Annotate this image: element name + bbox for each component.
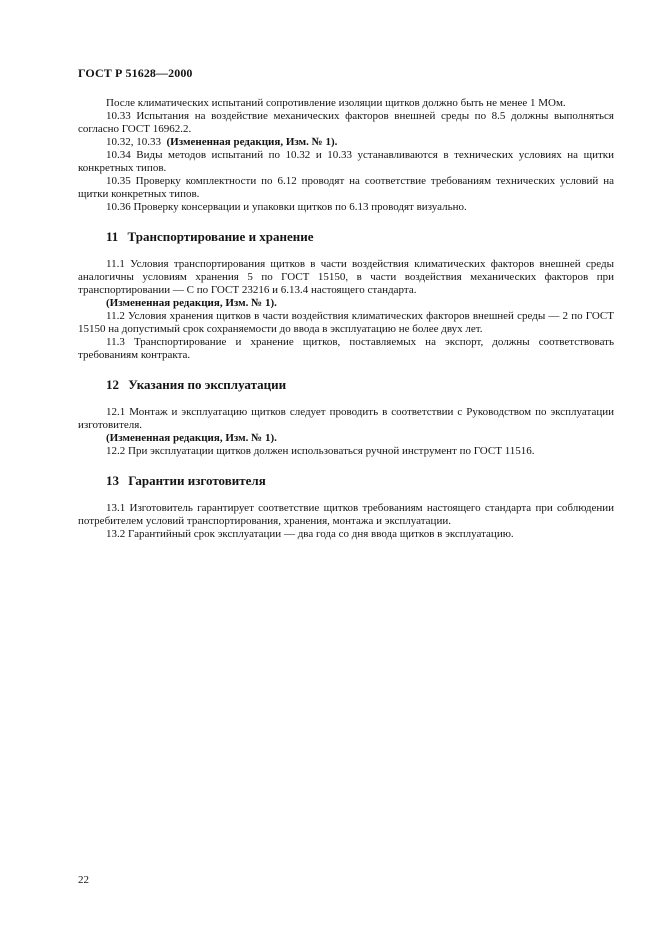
paragraph-10-34: 10.34 Виды методов испытаний по 10.32 и 10.33 устанавливаются в технических условиях на щитки конкретных типов. — [78, 149, 614, 174]
spacer — [78, 214, 614, 229]
amendment-label: (Измененная редакция, Изм. № 1). — [106, 432, 277, 444]
section-title: Гарантии изготовителя — [128, 473, 266, 488]
amendment-label: (Измененная редакция, Изм. № 1). — [166, 136, 338, 148]
spacer — [78, 245, 614, 258]
paragraph-insulation: После климатических испытаний сопротивление изоляции щитков должно быть не менее 1 МОм. — [106, 97, 566, 109]
section-heading-11 — [78, 229, 614, 245]
paragraph-10-33: 10.33 Испытания на воздействие механических факторов внешней среды по 8.5 должны выполняться согласно ГОСТ 16962.2. — [78, 110, 614, 135]
spacer — [78, 362, 614, 377]
amendment-label: (Измененная редакция, Изм. № 1). — [106, 297, 277, 309]
section-heading-12 — [78, 377, 614, 393]
paragraph-11-2: 11.2 Условия хранения щитков в части воздействия климатических факторов внешней среды — 2 по ГОСТ 15150 на допустимый срок сохраняемости до ввода в эксплуатацию не более двух лет. — [78, 310, 614, 335]
section-number: 12 — [106, 377, 119, 392]
spacer — [78, 489, 614, 502]
section-title: Транспортирование и хранение — [127, 229, 314, 244]
paragraph-11-3: 11.3 Транспортирование и хранение щитков, поставляемых на экспорт, должны соответствовать требованиям контракта. — [78, 336, 614, 361]
amendment-note-10-32 — [78, 136, 614, 149]
paragraph-12-1: 12.1 Монтаж и эксплуатацию щитков следует проводить в соответствии с Руководством по эксплуатации изготовителя. — [78, 406, 614, 431]
paragraph-10-35: 10.35 Проверку комплектности по 6.12 проводят на соответствие требованиям технических условий на щитки конкретных типов. — [78, 175, 614, 200]
paragraph-13-1: 13.1 Изготовитель гарантирует соответствие щитков требованиям настоящего стандарта при соблюдении потребителем условий транспортирования, хранения, монтажа и эксплуатации. — [78, 502, 614, 527]
section-heading-13 — [78, 473, 614, 489]
section-number: 11 — [106, 229, 119, 244]
page-number: 22 — [78, 874, 89, 886]
amendment-note-12-1 — [78, 432, 614, 445]
amendment-note-11-1 — [78, 297, 614, 310]
running-header: ГОСТ Р 51628—2000 — [78, 66, 193, 80]
paragraph-12-2: 12.2 При эксплуатации щитков должен использоваться ручной инструмент по ГОСТ 11516. — [106, 445, 535, 457]
paragraph-11-1: 11.1 Условия транспортирования щитков в части воздействия климатических факторов внешней среды аналогичны условиям хранения 5 по ГОСТ 15150, в части воздействия механических факторов при транспортировании — С по ГОСТ 23216 и 6.13.4 настоящего стандарта. — [78, 258, 614, 296]
paragraph-10-36: 10.36 Проверку консервации и упаковки щитков по 6.13 проводят визуально. — [106, 201, 467, 213]
spacer — [78, 393, 614, 406]
page-content — [78, 97, 614, 541]
amendment-ref: 10.32, 10.33 — [106, 136, 161, 148]
spacer — [78, 458, 614, 473]
paragraph-13-2: 13.2 Гарантийный срок эксплуатации — два года со дня ввода щитков в эксплуатацию. — [106, 528, 514, 540]
section-title: Указания по эксплуатации — [128, 377, 287, 392]
section-number: 13 — [106, 473, 119, 488]
